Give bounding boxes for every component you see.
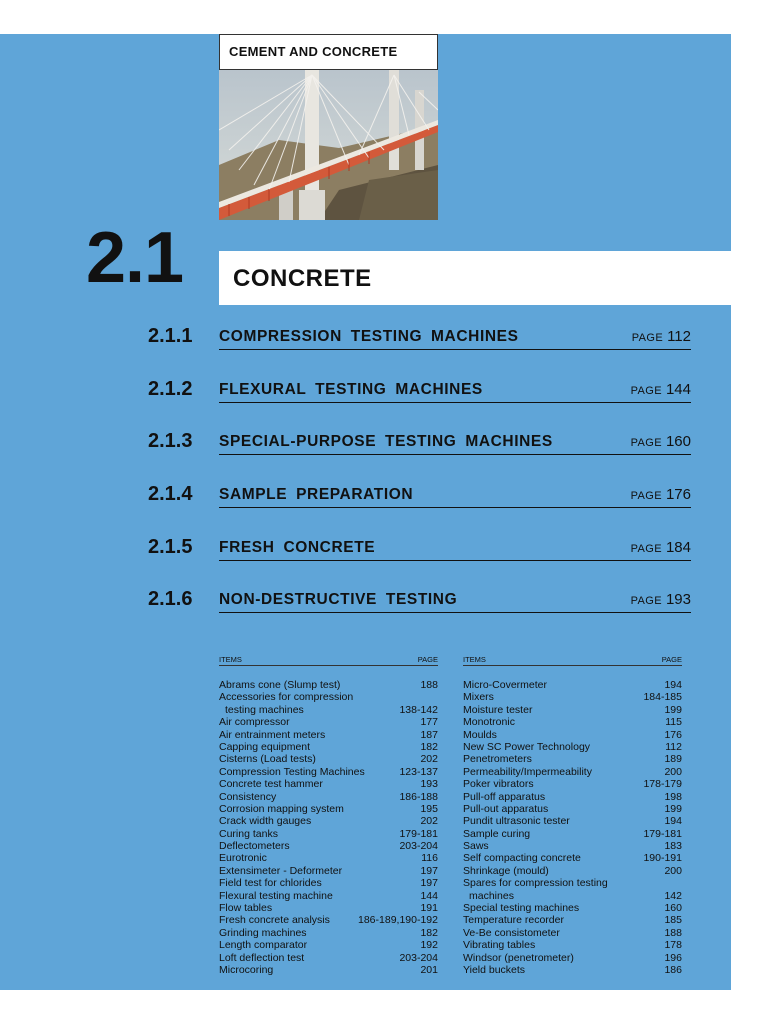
index-item: Microcoring	[219, 963, 274, 976]
index-page: 194	[664, 815, 682, 828]
index-item: Spares for compression testing	[463, 877, 608, 890]
index-entry[interactable]	[463, 952, 682, 964]
section-underline	[219, 454, 691, 455]
index-item: Flexural testing machine	[219, 889, 333, 902]
index-entry[interactable]	[219, 890, 438, 902]
index-page: 182	[420, 926, 438, 939]
section-underline	[219, 507, 691, 508]
index-page: 186	[664, 963, 682, 976]
index-item: Poker vibrators	[463, 778, 534, 791]
index-page: 178	[664, 939, 682, 952]
index-page: 123-137	[399, 765, 438, 778]
index-page: 115	[665, 716, 682, 729]
index-entry[interactable]	[463, 778, 682, 790]
index-page: 184-185	[643, 691, 682, 704]
page-number: 112	[667, 328, 691, 345]
section-title[interactable]: FLEXURAL TESTING MACHINES	[219, 381, 483, 398]
index-page: 194	[664, 679, 682, 691]
index-item: Air entrainment meters	[219, 728, 326, 741]
section-entry-2-1-4[interactable]	[0, 483, 731, 513]
index-page: 200	[664, 765, 682, 778]
index-item: Eurotronic	[219, 852, 267, 865]
index-entry[interactable]	[463, 691, 682, 703]
page-label: PAGE	[630, 543, 662, 555]
page-number: 184	[665, 539, 691, 556]
index-item: Deflectometers	[219, 840, 290, 853]
index-item: Vibrating tables	[463, 939, 536, 952]
index-item: Monotronic	[463, 716, 515, 729]
index-item: Pull-off apparatus	[463, 790, 546, 803]
index-item: Capping equipment	[219, 740, 311, 753]
index-entry[interactable]	[463, 877, 682, 889]
section-underline	[219, 349, 691, 350]
index-item: Pull-out apparatus	[463, 802, 549, 815]
index-entry[interactable]	[219, 791, 438, 803]
page-label: PAGE	[630, 385, 662, 397]
index-entry[interactable]	[219, 778, 438, 790]
index-entry[interactable]	[219, 902, 438, 914]
page-number: 144	[665, 381, 691, 398]
items-header: ITEMS	[219, 655, 242, 664]
index-entry[interactable]	[219, 852, 438, 864]
index-entry[interactable]	[463, 902, 682, 914]
index-page: 197	[420, 864, 438, 877]
index-entry[interactable]	[219, 691, 438, 703]
page-label: PAGE	[630, 437, 662, 449]
page-header: PAGE	[417, 655, 438, 664]
index-item: Extensimeter - Deformeter	[219, 864, 343, 877]
index-page: 144	[420, 889, 438, 902]
bridge-photo	[219, 70, 438, 220]
index-page: 192	[420, 939, 438, 952]
index-page: 196	[664, 951, 682, 964]
index-page: 202	[420, 753, 438, 766]
index-item: Grinding machines	[219, 926, 307, 939]
index-item: Concrete test hammer	[219, 778, 323, 791]
section-underline	[219, 560, 691, 561]
index-item: Ve-Be consistometer	[463, 926, 560, 939]
index-entry[interactable]	[463, 939, 682, 951]
category-label: CEMENT AND CONCRETE	[219, 34, 438, 70]
index-item: Abrams cone (Slump test)	[219, 679, 341, 691]
index-page: 112	[665, 740, 682, 753]
index-entry[interactable]	[463, 766, 682, 778]
index-entry[interactable]	[463, 828, 682, 840]
index-page: 201	[420, 963, 438, 976]
section-page	[632, 328, 691, 346]
index-item: Windsor (penetrometer)	[463, 951, 574, 964]
page-label: PAGE	[630, 595, 662, 607]
index-entry[interactable]	[463, 704, 682, 716]
index-item: Saws	[463, 840, 489, 853]
chapter-number: 2.1	[86, 218, 184, 298]
index-item: Shrinkage (mould)	[463, 864, 549, 877]
index-item: Flow tables	[219, 902, 273, 915]
index-page: 185	[664, 914, 682, 927]
index-item: Mixers	[463, 691, 494, 704]
index-page: 190-191	[643, 852, 682, 865]
index-entry[interactable]	[219, 952, 438, 964]
index-list-left	[219, 679, 438, 976]
index-entry[interactable]	[463, 815, 682, 827]
section-page	[631, 433, 691, 451]
index-item: Permeability/Impermeability	[463, 765, 592, 778]
index-entry[interactable]	[219, 828, 438, 840]
index-page: 188	[420, 679, 438, 691]
section-entry-2-1-3[interactable]	[0, 430, 731, 460]
index-entry[interactable]	[463, 914, 682, 926]
index-page: 142	[664, 889, 682, 902]
section-number: 2.1.6	[148, 588, 193, 610]
chapter-title-bar	[219, 251, 731, 305]
index-entry[interactable]	[463, 927, 682, 939]
index-page: 199	[664, 703, 682, 716]
index-entry[interactable]	[219, 729, 438, 741]
index-entry[interactable]	[219, 679, 438, 691]
section-page	[631, 486, 691, 504]
index-entry[interactable]	[219, 914, 438, 926]
index-page: 138-142	[399, 703, 438, 716]
index-entry[interactable]	[219, 939, 438, 951]
index-entry[interactable]	[463, 852, 682, 864]
index-entry[interactable]	[219, 741, 438, 753]
page-header: PAGE	[661, 655, 682, 664]
index-item: Consistency	[219, 790, 277, 803]
index-entry[interactable]	[219, 877, 438, 889]
index-entry[interactable]	[219, 840, 438, 852]
index-page: 200	[664, 864, 682, 877]
index-item: Compression Testing Machines	[219, 765, 365, 778]
index-item: Pundit ultrasonic tester	[463, 815, 570, 828]
index-item: Yield buckets	[463, 963, 526, 976]
index-column-right	[463, 655, 682, 976]
index-item: Fresh concrete analysis	[219, 914, 330, 927]
index-page: 186-188	[399, 790, 438, 803]
section-number: 2.1.3	[148, 430, 193, 452]
section-title[interactable]: NON-DESTRUCTIVE TESTING	[219, 591, 458, 608]
index-entry[interactable]	[463, 803, 682, 815]
page-label: PAGE	[630, 490, 662, 502]
index-page: 182	[420, 740, 438, 753]
section-title[interactable]: COMPRESSION TESTING MACHINES	[219, 328, 519, 345]
index-entry[interactable]	[219, 815, 438, 827]
index-page: 198	[664, 790, 682, 803]
index-item: Accessories for compression	[219, 691, 354, 704]
section-title[interactable]: FRESH CONCRETE	[219, 539, 376, 556]
index-entry[interactable]	[463, 865, 682, 877]
index-item: New SC Power Technology	[463, 740, 591, 753]
section-number: 2.1.5	[148, 536, 193, 558]
section-entry-2-1-2[interactable]	[0, 378, 731, 408]
index-item: Penetrometers	[463, 753, 532, 766]
index-page: 187	[420, 728, 438, 741]
index-entry[interactable]	[463, 716, 682, 728]
index-page: 177	[420, 716, 438, 729]
index-item: Field test for chlorides	[219, 877, 322, 890]
page-label: PAGE	[631, 332, 664, 344]
chapter-title: CONCRETE	[233, 265, 372, 292]
items-header: ITEMS	[463, 655, 486, 664]
index-item: testing machines	[225, 703, 304, 716]
index-entry[interactable]	[463, 679, 682, 691]
page-number: 160	[665, 433, 691, 450]
index-item: Loft deflection test	[219, 951, 305, 964]
index-entry[interactable]	[463, 729, 682, 741]
index-page: 203-204	[399, 951, 438, 964]
index-item: Moisture tester	[463, 703, 533, 716]
index-item: machines	[469, 889, 514, 902]
index-page: 179-181	[643, 827, 682, 840]
index-entry[interactable]	[219, 803, 438, 815]
section-underline	[219, 402, 691, 403]
index-item: Temperature recorder	[463, 914, 564, 927]
index-page: 191	[420, 902, 438, 915]
index-item: Crack width gauges	[219, 815, 312, 828]
index-page: 202	[420, 815, 438, 828]
index-entry[interactable]	[219, 865, 438, 877]
index-page: 183	[664, 840, 682, 853]
index-entry[interactable]	[219, 927, 438, 939]
index-entry[interactable]	[219, 704, 438, 716]
section-title[interactable]: SPECIAL-PURPOSE TESTING MACHINES	[219, 433, 553, 450]
index-entry[interactable]	[463, 840, 682, 852]
index-item: Length comparator	[219, 939, 308, 952]
index-page: 195	[420, 802, 438, 815]
section-page	[631, 381, 691, 399]
index-entry[interactable]	[463, 890, 682, 902]
section-page	[631, 539, 691, 557]
index-item: Micro-Covermeter	[463, 679, 548, 691]
index-header	[219, 655, 438, 666]
index-page: 179-181	[399, 827, 438, 840]
index-item: Self compacting concrete	[463, 852, 581, 865]
page-number: 193	[665, 591, 691, 608]
index-header	[463, 655, 682, 666]
index-page: 160	[664, 902, 682, 915]
index-item: Moulds	[463, 728, 497, 741]
index-page: 188	[664, 926, 682, 939]
index-entry[interactable]	[219, 766, 438, 778]
section-number: 2.1.4	[148, 483, 193, 505]
index-item: Curing tanks	[219, 827, 278, 840]
section-underline	[219, 612, 691, 613]
index-page: 176	[664, 728, 682, 741]
index-page: 116	[421, 852, 438, 865]
index-page: 197	[420, 877, 438, 890]
section-number: 2.1.2	[148, 378, 193, 400]
index-page: 193	[420, 778, 438, 791]
index-entry[interactable]	[463, 753, 682, 765]
index-column-left	[219, 655, 438, 976]
index-item: Air compressor	[219, 716, 290, 729]
index-page: 186-189,190-192	[358, 914, 438, 927]
index-entry[interactable]	[463, 964, 682, 976]
index-entry[interactable]	[463, 741, 682, 753]
index-item: Special testing machines	[463, 902, 580, 915]
index-list-right	[463, 679, 682, 976]
index-page: 199	[664, 802, 682, 815]
index-item: Sample curing	[463, 827, 531, 840]
index-entry[interactable]	[463, 791, 682, 803]
section-entry-2-1-6[interactable]	[0, 588, 731, 618]
index-entry[interactable]	[219, 716, 438, 728]
section-number: 2.1.1	[148, 325, 193, 347]
section-entry-2-1-5[interactable]	[0, 536, 731, 566]
page-number: 176	[665, 486, 691, 503]
index-entry[interactable]	[219, 753, 438, 765]
section-page	[631, 591, 691, 609]
index-page: 203-204	[399, 840, 438, 853]
section-entry-2-1-1[interactable]	[0, 325, 731, 355]
index-item: Corrosion mapping system	[219, 802, 344, 815]
index-page: 189	[664, 753, 682, 766]
section-title[interactable]: SAMPLE PREPARATION	[219, 486, 414, 503]
index-entry[interactable]	[219, 964, 438, 976]
index-page: 178-179	[643, 778, 682, 791]
index-item: Cisterns (Load tests)	[219, 753, 316, 766]
